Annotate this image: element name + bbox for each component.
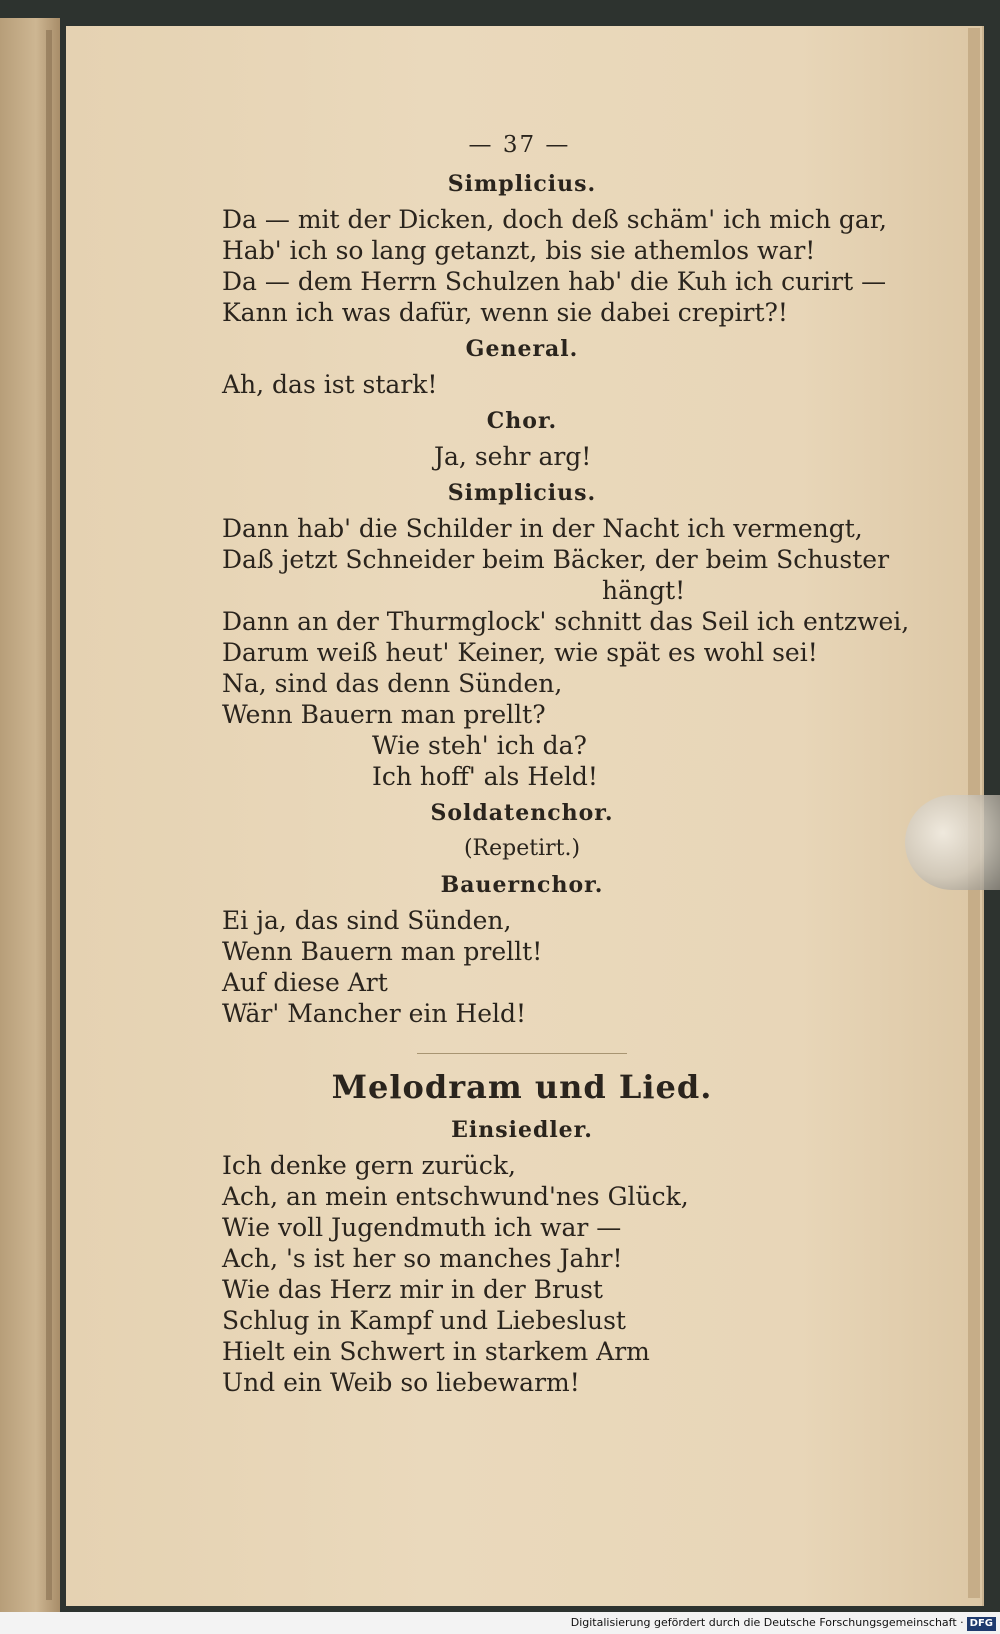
verse-line: Wenn Bauern man prellt? — [222, 700, 546, 729]
page-text — [222, 130, 910, 1398]
verse-line: hängt! — [602, 576, 686, 605]
verse-line: Ei ja, das sind Sünden, — [222, 906, 512, 935]
stage-direction: (Repetirt.) — [463, 836, 581, 861]
verse-line: Wär' Mancher ein Held! — [222, 999, 527, 1028]
verse-line: Hielt ein Schwert in starkem Arm — [222, 1337, 650, 1366]
section-divider — [417, 1053, 627, 1054]
verse-line: Darum weiß heut' Keiner, wie spät es wohl sei! — [222, 638, 818, 667]
digitization-footer — [0, 1612, 1000, 1634]
verse-line: Dann an der Thurmglock' schnitt das Seil ich entzwei, — [222, 607, 910, 636]
verse-line: Ja, sehr arg! — [434, 442, 592, 471]
verse-line: Auf diese Art — [222, 968, 388, 997]
page-number: — 37 — — [468, 132, 571, 158]
page-clip — [905, 795, 1000, 890]
verse-line: Und ein Weib so liebewarm! — [222, 1368, 580, 1397]
binding-shadow — [46, 30, 52, 1600]
verse-line: Wie voll Jugendmuth ich war — — [222, 1213, 622, 1242]
speaker-chor: Chor. — [486, 408, 558, 434]
verse-line: Dann hab' die Schilder in der Nacht ich vermengt, — [222, 514, 863, 543]
verse-line: Na, sind das denn Sünden, — [222, 669, 563, 698]
verse-line: Da — dem Herrn Schulzen hab' die Kuh ich curirt — — [222, 267, 887, 296]
speaker-bauernchor: Bauernchor. — [440, 872, 604, 898]
section-title: Melodram und Lied. — [331, 1068, 713, 1106]
verse-line: Ich hoff' als Held! — [372, 762, 598, 791]
verse-line: Schlug in Kampf und Liebeslust — [222, 1306, 626, 1335]
verse-line: Ach, an mein entschwund'nes Glück, — [222, 1182, 689, 1211]
verse-line: Hab' ich so lang getanzt, bis sie athemlos war! — [222, 236, 816, 265]
speaker-einsiedler: Einsiedler. — [451, 1117, 593, 1143]
verse-line: Wenn Bauern man prellt! — [222, 937, 543, 966]
speaker-simplicius-2: Simplicius. — [447, 480, 597, 506]
verse-line: Wie steh' ich da? — [372, 731, 587, 760]
verse-line: Ich denke gern zurück, — [222, 1151, 516, 1180]
footer-text: Digitalisierung gefördert durch die Deutsche Forschungsgemeinschaft · — [570, 1616, 964, 1629]
verse-line: Wie das Herz mir in der Brust — [222, 1275, 603, 1304]
speaker-simplicius-1: Simplicius. — [447, 171, 597, 197]
verse-line: Da — mit der Dicken, doch deß schäm' ich mich gar, — [222, 205, 887, 234]
speaker-soldatenchor: Soldatenchor. — [430, 800, 614, 826]
dfg-logo: DFG — [967, 1617, 996, 1631]
verse-line: Ah, das ist stark! — [222, 370, 438, 399]
verse-line: Kann ich was dafür, wenn sie dabei crepirt?! — [222, 298, 788, 327]
speaker-general: General. — [465, 336, 579, 362]
verse-line: Daß jetzt Schneider beim Bäcker, der beim Schuster — [222, 545, 890, 574]
verse-line: Ach, 's ist her so manches Jahr! — [222, 1244, 623, 1273]
